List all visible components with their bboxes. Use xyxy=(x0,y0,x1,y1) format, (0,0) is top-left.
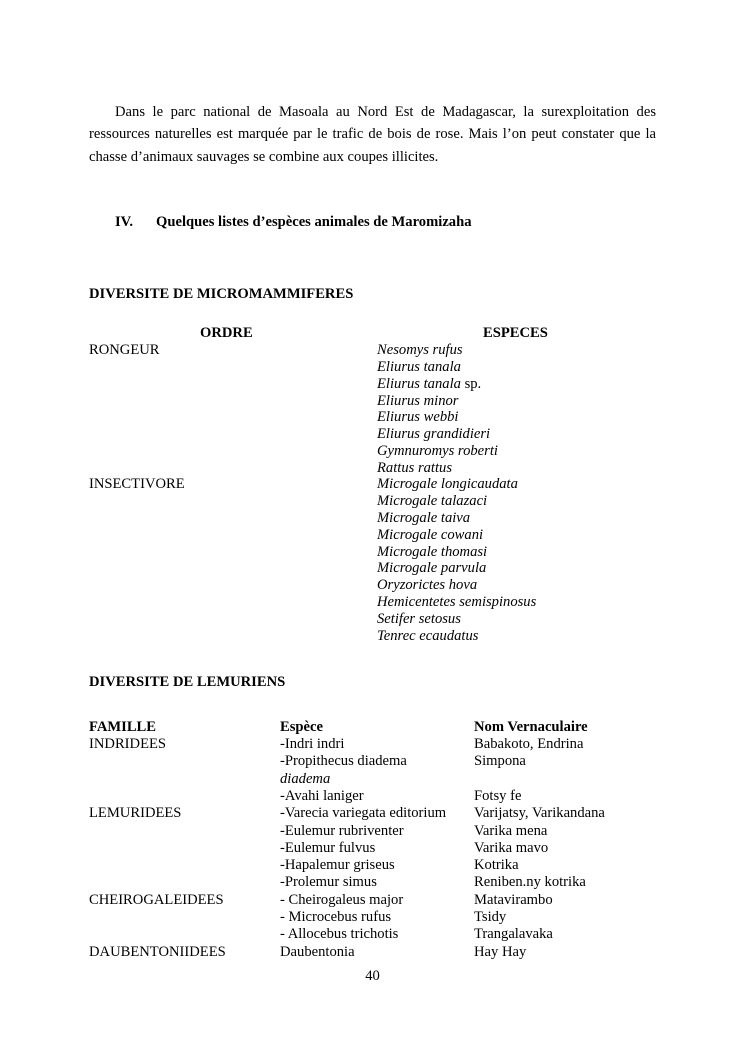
famille-cell xyxy=(89,926,280,943)
nom-vernaculaire-cell: Simpona xyxy=(474,753,526,770)
section-heading xyxy=(115,214,656,231)
espece-cell: -Avahi laniger xyxy=(280,787,364,804)
famille-cell: LEMURIDEES xyxy=(89,805,182,822)
espece-cell: Eliurus tanala sp. xyxy=(377,375,482,392)
especes-column-header: ESPECES xyxy=(483,324,548,341)
page-number: 40 xyxy=(365,968,380,984)
lemur-row xyxy=(89,857,656,874)
ordre-cell xyxy=(89,393,377,410)
ordre-cell xyxy=(89,426,377,443)
espece-cell: Hemicentetes semispinosus xyxy=(377,594,537,611)
lemur-row xyxy=(89,771,656,788)
famille-cell: CHEIROGALEIDEES xyxy=(89,891,224,908)
ordre-cell xyxy=(89,577,377,594)
lemuriens-title: DIVERSITE DE LEMURIENS xyxy=(89,674,286,691)
ordre-cell xyxy=(89,560,377,577)
espece-cell: Microgale cowani xyxy=(377,526,484,543)
micromammal-row xyxy=(89,426,656,443)
micromammal-row xyxy=(89,376,656,393)
espece-cell: Daubentonia xyxy=(280,943,355,960)
micromammiferes-title: DIVERSITE DE MICROMAMMIFERES xyxy=(89,285,354,302)
espece-cell: Rattus rattus xyxy=(377,459,453,476)
espece-cell: -Varecia variegata editorium xyxy=(280,805,447,822)
espece-cell: Eliurus webbi xyxy=(377,409,459,426)
espece-cell: Microgale taiva xyxy=(377,510,471,527)
micromammal-row xyxy=(89,493,656,510)
espece-suffix: sp. xyxy=(460,375,482,392)
espece-cell: diadema xyxy=(280,770,331,787)
nom-vernaculaire-cell: Varika mavo xyxy=(474,839,549,856)
heading-title: Quelques listes d’espèces animales de Maromizaha xyxy=(156,214,472,231)
micromammal-row xyxy=(89,476,656,493)
nom-vernaculaire-cell: Reniben.ny kotrika xyxy=(474,874,586,891)
lemur-row xyxy=(89,805,656,822)
nom-vernaculaire-cell: Babakoto, Endrina xyxy=(474,736,584,753)
famille-cell: DAUBENTONIIDEES xyxy=(89,943,226,960)
micromammal-row xyxy=(89,409,656,426)
nom-vernaculaire-column-header: Nom Vernaculaire xyxy=(474,718,588,735)
ordre-cell xyxy=(89,443,377,460)
micromammal-row xyxy=(89,611,656,628)
famille-cell xyxy=(89,840,280,857)
micromammal-row xyxy=(89,594,656,611)
lemur-row xyxy=(89,874,656,891)
micromammal-row xyxy=(89,443,656,460)
micromammal-row xyxy=(89,460,656,477)
nom-vernaculaire-cell xyxy=(474,771,656,788)
espece-cell: Eliurus grandidieri xyxy=(377,426,491,443)
famille-cell xyxy=(89,909,280,926)
espece-cell: -Propithecus diadema xyxy=(280,753,407,770)
ordre-cell xyxy=(89,594,377,611)
heading-number: IV. xyxy=(115,214,133,231)
lemur-row xyxy=(89,736,656,753)
lemur-row xyxy=(89,909,656,926)
ordre-cell xyxy=(89,611,377,628)
nom-vernaculaire-cell: Trangalavaka xyxy=(474,926,553,943)
ordre-cell xyxy=(89,544,377,561)
ordre-cell xyxy=(89,460,377,477)
micromammal-row xyxy=(89,393,656,410)
espece-cell: Tenrec ecaudatus xyxy=(377,627,479,644)
famille-cell xyxy=(89,771,280,788)
famille-cell xyxy=(89,857,280,874)
micromammal-row xyxy=(89,510,656,527)
espece-cell: -Hapalemur griseus xyxy=(280,857,395,874)
espece-cell: -Prolemur simus xyxy=(280,874,377,891)
intro-paragraph: Dans le parc national de Masoala au Nord Est de Madagascar, la surexploitation des ressources naturelles est marquée par le trafic de bois de rose. Mais l’on peut constater que la chasse d’animaux sauvages se combine aux coupes illicites. xyxy=(89,104,656,165)
famille-cell: INDRIDEES xyxy=(89,736,167,753)
micromammal-table-header xyxy=(89,325,656,342)
micromammal-row xyxy=(89,544,656,561)
espece-cell: Eliurus minor xyxy=(377,392,459,409)
nom-vernaculaire-cell: Tsidy xyxy=(474,909,507,926)
espece-column-header: Espèce xyxy=(280,718,323,735)
lemur-row xyxy=(89,753,656,770)
espece-cell: Eliurus tanala xyxy=(377,358,461,375)
nom-vernaculaire-cell: Varika mena xyxy=(474,822,548,839)
ordre-cell xyxy=(89,628,377,645)
ordre-cell xyxy=(89,527,377,544)
micromammal-row xyxy=(89,628,656,645)
espece-cell: -Eulemur fulvus xyxy=(280,839,376,856)
lemur-row xyxy=(89,788,656,805)
ordre-cell xyxy=(89,409,377,426)
micromammal-row xyxy=(89,359,656,376)
lemur-row xyxy=(89,944,656,961)
lemur-row xyxy=(89,892,656,909)
micromammal-row xyxy=(89,560,656,577)
micromammal-row xyxy=(89,577,656,594)
ordre-column-header: ORDRE xyxy=(200,324,253,341)
lemur-table-body xyxy=(89,736,656,961)
espece-cell: Oryzorictes hova xyxy=(377,577,478,594)
espece-cell: Microgale parvula xyxy=(377,560,487,577)
ordre-cell: RONGEUR xyxy=(89,342,160,359)
famille-cell xyxy=(89,753,280,770)
ordre-cell xyxy=(89,510,377,527)
espece-cell: Microgale longicaudata xyxy=(377,476,518,493)
ordre-cell: INSECTIVORE xyxy=(89,476,185,493)
ordre-cell xyxy=(89,493,377,510)
lemur-row xyxy=(89,840,656,857)
espece-cell: Setifer setosus xyxy=(377,610,461,627)
famille-cell xyxy=(89,874,280,891)
ordre-cell xyxy=(89,359,377,376)
nom-vernaculaire-cell: Varijatsy, Varikandana xyxy=(474,805,605,822)
espece-cell: - Cheirogaleus major xyxy=(280,891,404,908)
nom-vernaculaire-cell: Matavirambo xyxy=(474,891,553,908)
micromammal-row xyxy=(89,342,656,359)
espece-cell: Microgale thomasi xyxy=(377,543,488,560)
espece-cell: -Indri indri xyxy=(280,736,345,753)
espece-cell: Gymnuromys roberti xyxy=(377,442,498,459)
espece-cell: - Allocebus trichotis xyxy=(280,926,399,943)
famille-cell xyxy=(89,788,280,805)
ordre-cell xyxy=(89,376,377,393)
lemur-table-header xyxy=(89,719,656,736)
lemur-row xyxy=(89,926,656,943)
espece-cell: - Microcebus rufus xyxy=(280,909,392,926)
nom-vernaculaire-cell: Fotsy fe xyxy=(474,787,522,804)
espece-cell: Nesomys rufus xyxy=(377,342,463,359)
espece-cell: -Eulemur rubriventer xyxy=(280,822,404,839)
famille-cell xyxy=(89,823,280,840)
nom-vernaculaire-cell: Kotrika xyxy=(474,857,519,874)
famille-column-header: FAMILLE xyxy=(89,718,157,735)
micromammal-table-body xyxy=(89,342,656,644)
nom-vernaculaire-cell: Hay Hay xyxy=(474,943,527,960)
lemur-row xyxy=(89,823,656,840)
espece-cell: Microgale talazaci xyxy=(377,493,488,510)
micromammal-row xyxy=(89,527,656,544)
